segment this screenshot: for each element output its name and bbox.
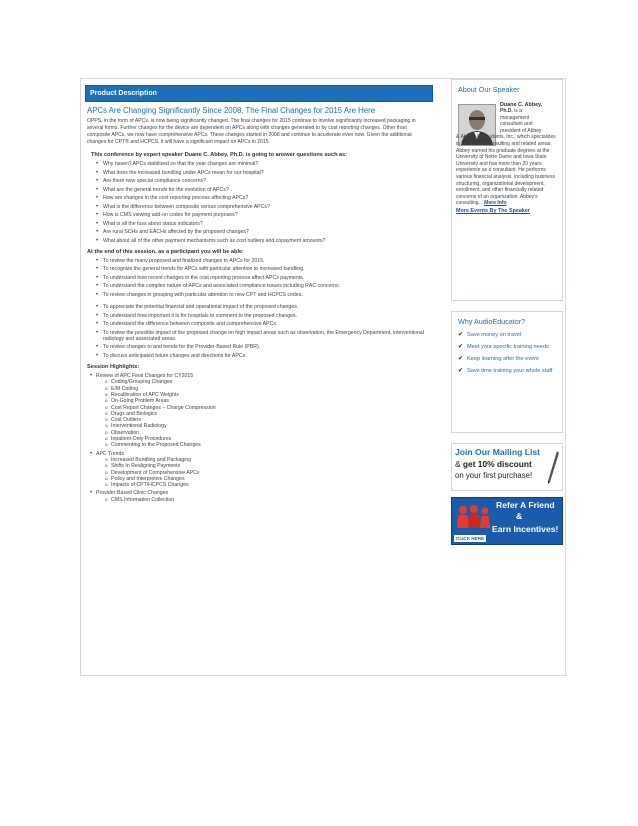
list-item: o Increased Bundling and Packaging xyxy=(105,457,433,463)
list-item: o Recalibration of APC Weights xyxy=(105,392,433,398)
list-item: o E/M Coding xyxy=(105,386,433,392)
checkmark-icon: ✔ xyxy=(458,332,464,338)
list-item: • Are there new special compliance concerns? xyxy=(96,178,433,184)
list-item: • To understand the difference between composite and comprehensive APCs. xyxy=(96,321,433,327)
why-item-label: Save time training your whole staff xyxy=(467,368,553,374)
click-here-button[interactable]: CLICK HERE xyxy=(456,536,485,541)
objectives-list-2 xyxy=(85,304,433,359)
product-description xyxy=(85,85,433,505)
list-item: o Policy and Interpretive Changes xyxy=(105,476,433,482)
bio-lead-1: management xyxy=(500,114,530,121)
list-item: o Development of Comprehensive APCs xyxy=(105,470,433,476)
highlight-group xyxy=(88,451,433,489)
highlight-group xyxy=(88,373,433,449)
list-item: o Impacts of CPT/HCPCS Changes xyxy=(105,482,433,488)
refer-line3: Earn Incentives! xyxy=(492,524,559,534)
list-item: o Inpatient-Only Procedures xyxy=(105,436,433,442)
mailing-line2-pre: & xyxy=(455,459,463,469)
speaker-bio xyxy=(456,108,560,215)
list-item: • What are the general trends for the evolution of APCs? xyxy=(96,187,433,193)
list-item: • What is the difference between composite versus comprehensive APCs? xyxy=(96,204,433,210)
list-item: • To discuss anticipated future changes and directions for APCs. xyxy=(96,353,433,359)
why-item xyxy=(458,332,562,339)
questions-heading: This conference by expert speaker Duane C. Abbey, Ph.D. is going to answer questions such as: xyxy=(91,152,348,158)
intro-paragraph: OPPS, in the form of APCs, is now being significantly changed. The final changes for 2015 continue to involve significantly increased packaging in several forms. Further changes for the device are dependent on APCs along with changes generated to by cost reporting changes. Other than composite APCs, we now have comprehensive APCs. These changes started in 2008 and continue to accelerate even now. Given the additional changes for CPT® and HCPCS, it will have a significant impact on APCs in 2015. xyxy=(87,118,416,145)
list-item: • What about all of the other payment mechanisms such as cost outliers and copayment amounts? xyxy=(96,238,433,244)
refer-line1: Refer A Friend xyxy=(496,500,555,510)
list-item: o Commenting to the Proposed Changes xyxy=(105,442,433,448)
why-audioeducator-panel xyxy=(451,311,563,433)
list-item: • What does the increased bundling under APCs mean for our hospital? xyxy=(96,170,433,176)
mailing-line2-bold: get 10% discount xyxy=(462,459,532,469)
questions-list xyxy=(85,161,433,244)
list-item: • To review the possible impact of the proposed change on high impact areas such as observation, the Emergency Department, interventional radiology and associated areas. xyxy=(96,330,433,342)
speaker-name-line1: Duane C. Abbey, xyxy=(500,102,543,108)
list-item: • How is CMS viewing add-on codes for payment purposes? xyxy=(96,212,433,218)
list-item: • To appreciate the potential financial and operational impact of the proposed changes. xyxy=(96,304,433,310)
highlight-group xyxy=(88,490,433,503)
list-item: o Interventional Radiology xyxy=(105,423,433,429)
list-item: o Observation xyxy=(105,430,433,436)
highlight-title: Review of APC Final Changes for CY2015 xyxy=(96,373,194,380)
list-item: • Are rural SCHs and EACHs affected by the proposed changes? xyxy=(96,229,433,235)
list-item: • To understand how important it is for hospitals to comment to the proposed changes. xyxy=(96,313,433,319)
list-item: • To review the many proposed and finalized changes to APCs for 2015. xyxy=(96,258,433,264)
refer-line2: & xyxy=(516,511,523,521)
list-item: o Cost Outliers xyxy=(105,417,433,423)
about-speaker-title: About Our Speaker xyxy=(458,85,520,94)
product-description-header: Product Description xyxy=(85,85,433,102)
why-item-label: Meet your specific training needs xyxy=(467,344,549,350)
list-item: o Coding/Grouping Changes xyxy=(105,379,433,385)
highlights-heading: Session Highlights: xyxy=(87,364,140,371)
list-item: • To understand how recent changes in the cost reporting process affect APCs payments. xyxy=(96,275,433,281)
bio-text: & Abbey, Consultants, Inc., which specializes in health care consulting and related areas. Abbey earned his graduate degrees at the University of Notre Dame and Iowa State University and has more than 20 years experience as a consultant. He performs various financial analysis, including business structuring, organizational development, enrollment, and other financially related concerns of an organization. Abbey's consulting... xyxy=(456,134,556,207)
pen-icon xyxy=(546,450,560,486)
why-item xyxy=(458,344,562,351)
mailing-list-banner[interactable] xyxy=(451,443,563,491)
bio-lead-0: is a xyxy=(512,108,522,114)
highlight-title: Provider-Based Clinic Changes xyxy=(96,490,169,497)
why-title: Why AudioEducator? xyxy=(458,317,526,326)
highlight-title: APC Trends xyxy=(96,450,124,457)
page-frame xyxy=(80,78,566,676)
about-speaker-panel xyxy=(451,79,563,301)
list-item: • What is all the fuss about status indicators? xyxy=(96,221,433,227)
list-item: o CMS Information Collection xyxy=(105,497,433,503)
more-info-link[interactable]: More Info xyxy=(484,200,507,207)
mailing-line1: Join Our Mailing List xyxy=(455,447,540,457)
highlights-list xyxy=(85,373,433,503)
list-item: • To review changes to and trends for the Provider-Based Rule (PBR). xyxy=(96,344,433,350)
list-item: o Shifts In Realigning Payments xyxy=(105,463,433,469)
refer-friend-banner[interactable] xyxy=(451,497,563,545)
why-item xyxy=(458,368,562,375)
speaker-name-line2: Ph.D. xyxy=(500,108,513,114)
list-item: o Cost Report Changes – Charge Compression xyxy=(105,405,433,411)
list-item: • To review changes in grouping with particular attention to new CPT and HCPCS codes. xyxy=(96,292,433,298)
list-item: • To understand the complex nature of APCs and associated compliance issues including RAC concerns. xyxy=(96,283,433,289)
checkmark-icon: ✔ xyxy=(458,344,464,350)
why-item-label: Keep learning after the event xyxy=(467,356,539,362)
list-item: • Why haven't APCs stabilized so that the year changes are minimal? xyxy=(96,161,433,167)
product-subtitle: APCs Are Changing Significantly Since 2008, The Final Changes for 2015 Are Here xyxy=(87,106,376,115)
list-item: • To recognize the general trends for APCs with particular attention to increased bundling. xyxy=(96,266,433,272)
mailing-line2 xyxy=(455,459,532,469)
able-heading: At the end of this session, as a participant you will be able: xyxy=(87,248,244,255)
objectives-list-1 xyxy=(85,258,433,298)
speaker-bio-lead xyxy=(500,108,560,115)
people-icon xyxy=(454,502,492,534)
checkmark-icon: ✔ xyxy=(458,368,464,374)
bio-lead-2: consultant and xyxy=(500,121,533,128)
more-events-link[interactable]: More Events By The Speaker xyxy=(456,207,531,214)
list-item: o On-Going Problem Areas xyxy=(105,398,433,404)
why-item xyxy=(458,356,562,363)
list-item: o Drugs and Biologics xyxy=(105,411,433,417)
checkmark-icon: ✔ xyxy=(458,356,464,362)
bio-lead-3: president of Abbey xyxy=(500,127,542,134)
list-item: • How are changes in the cost reporting process affecting APCs? xyxy=(96,195,433,201)
mailing-line3: on your first purchase! xyxy=(455,471,533,480)
why-item-label: Save money on travel xyxy=(467,332,522,338)
